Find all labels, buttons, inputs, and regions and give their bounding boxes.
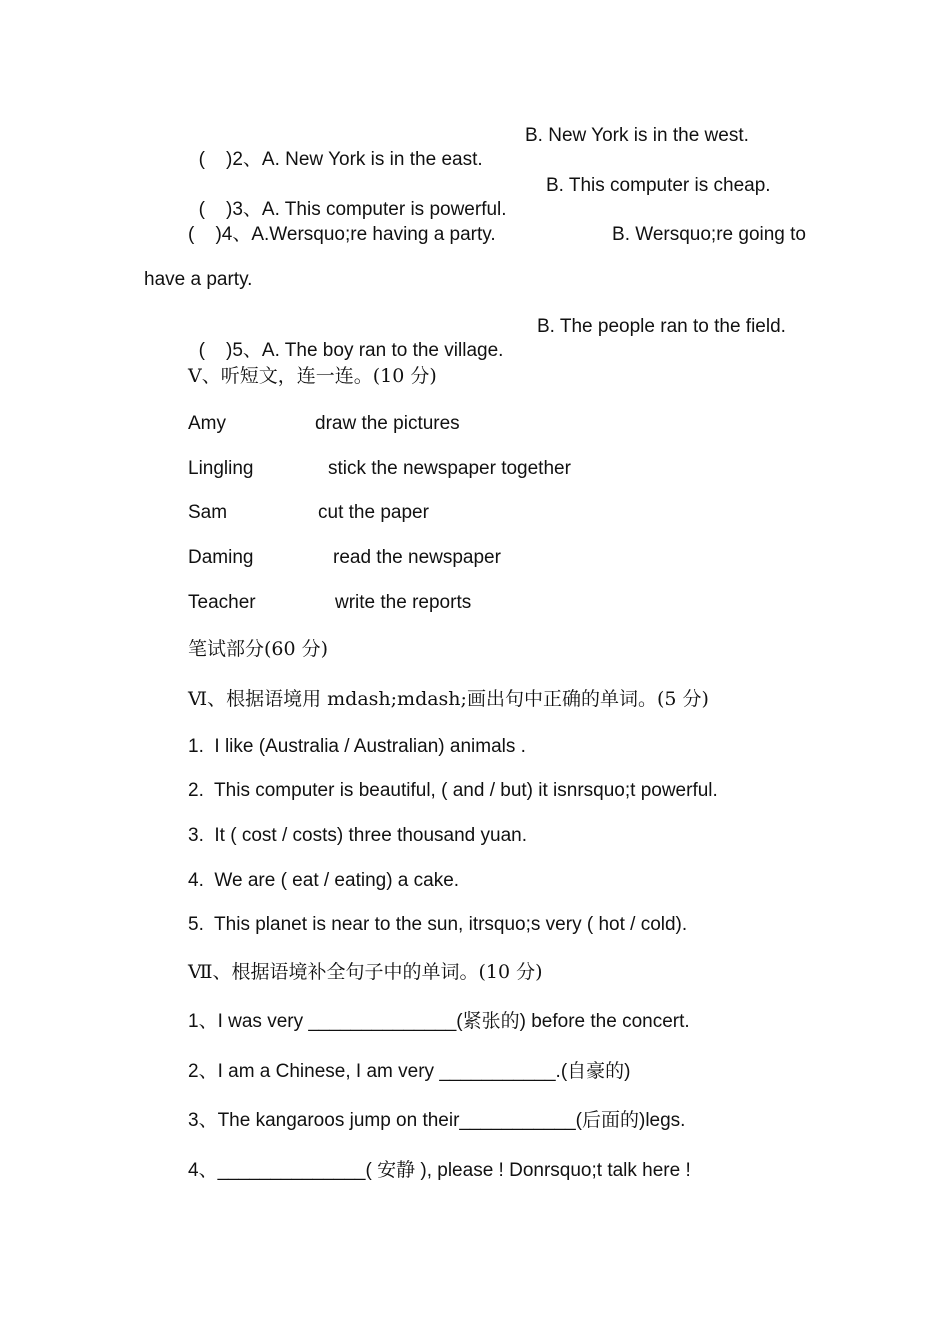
question-5 — [188, 315, 503, 363]
section-6-item: 1. I like (Australia / Australian) animals . — [188, 736, 526, 757]
match-left-item: Sam — [188, 502, 228, 523]
match-right-item: stick the newspaper together — [328, 458, 571, 479]
question-4 — [188, 223, 806, 247]
option-a: A. New York is in the east. — [261, 149, 483, 170]
option-b: B. This computer is cheap. — [546, 175, 771, 196]
section-6-item: 3. It ( cost / costs) three thousand yuan. — [188, 825, 528, 846]
section-7-item: 1、I was very ______________(紧张的) before the concert. — [188, 1011, 690, 1032]
match-right-item: draw the pictures — [315, 413, 460, 434]
question-number-and-option-a — [188, 223, 496, 247]
match-left-item: Daming — [188, 547, 254, 568]
option-a: A.Wersquo;re having a party. — [251, 224, 496, 245]
section-7-item: 4、______________( 安静 ), please ! Donrsquo;t talk here ! — [188, 1160, 691, 1181]
question-3 — [188, 174, 507, 222]
section-6-heading: Ⅵ、根据语境用 mdash;mdash;画出句中正确的单词。(5 分) — [188, 688, 709, 710]
match-left-item: Lingling — [188, 458, 254, 479]
question-number: ( )5、 — [198, 340, 262, 361]
option-a: A. The boy ran to the village. — [261, 340, 504, 361]
section-5-heading: Ⅴ、听短文，连一连。(10 分) — [188, 365, 437, 387]
section-6-item: 2. This computer is beautiful, ( and / but) it isnrsquo;t powerful. — [188, 780, 718, 801]
match-right-item: write the reports — [335, 592, 472, 613]
match-right-item: cut the paper — [318, 502, 429, 523]
section-7-heading: Ⅶ、根据语境补全句子中的单词。(10 分) — [188, 961, 543, 983]
written-part-heading: 笔试部分(60 分) — [188, 638, 329, 660]
question-number: ( )2、 — [198, 149, 262, 170]
option-b: B. Wersquo;re going to — [612, 224, 806, 245]
match-left-item: Amy — [188, 413, 226, 434]
question-number: ( )3、 — [198, 199, 262, 220]
match-right-item: read the newspaper — [333, 547, 501, 568]
option-b: B. New York is in the west. — [525, 125, 749, 146]
section-6-item: 4. We are ( eat / eating) a cake. — [188, 870, 460, 891]
section-7-item: 3、The kangaroos jump on their___________(后面的)legs. — [188, 1110, 686, 1131]
section-6-item: 5. This planet is near to the sun, itrsquo;s very ( hot / cold). — [188, 914, 688, 935]
question-4-continuation: have a party. — [144, 269, 253, 290]
match-left-item: Teacher — [188, 592, 256, 613]
section-7-item: 2、I am a Chinese, I am very ___________.(自豪的) — [188, 1061, 631, 1082]
question-2 — [188, 124, 483, 172]
option-a: A. This computer is powerful. — [261, 199, 507, 220]
option-b: B. The people ran to the field. — [537, 316, 786, 337]
question-number: ( )4、 — [188, 224, 252, 245]
